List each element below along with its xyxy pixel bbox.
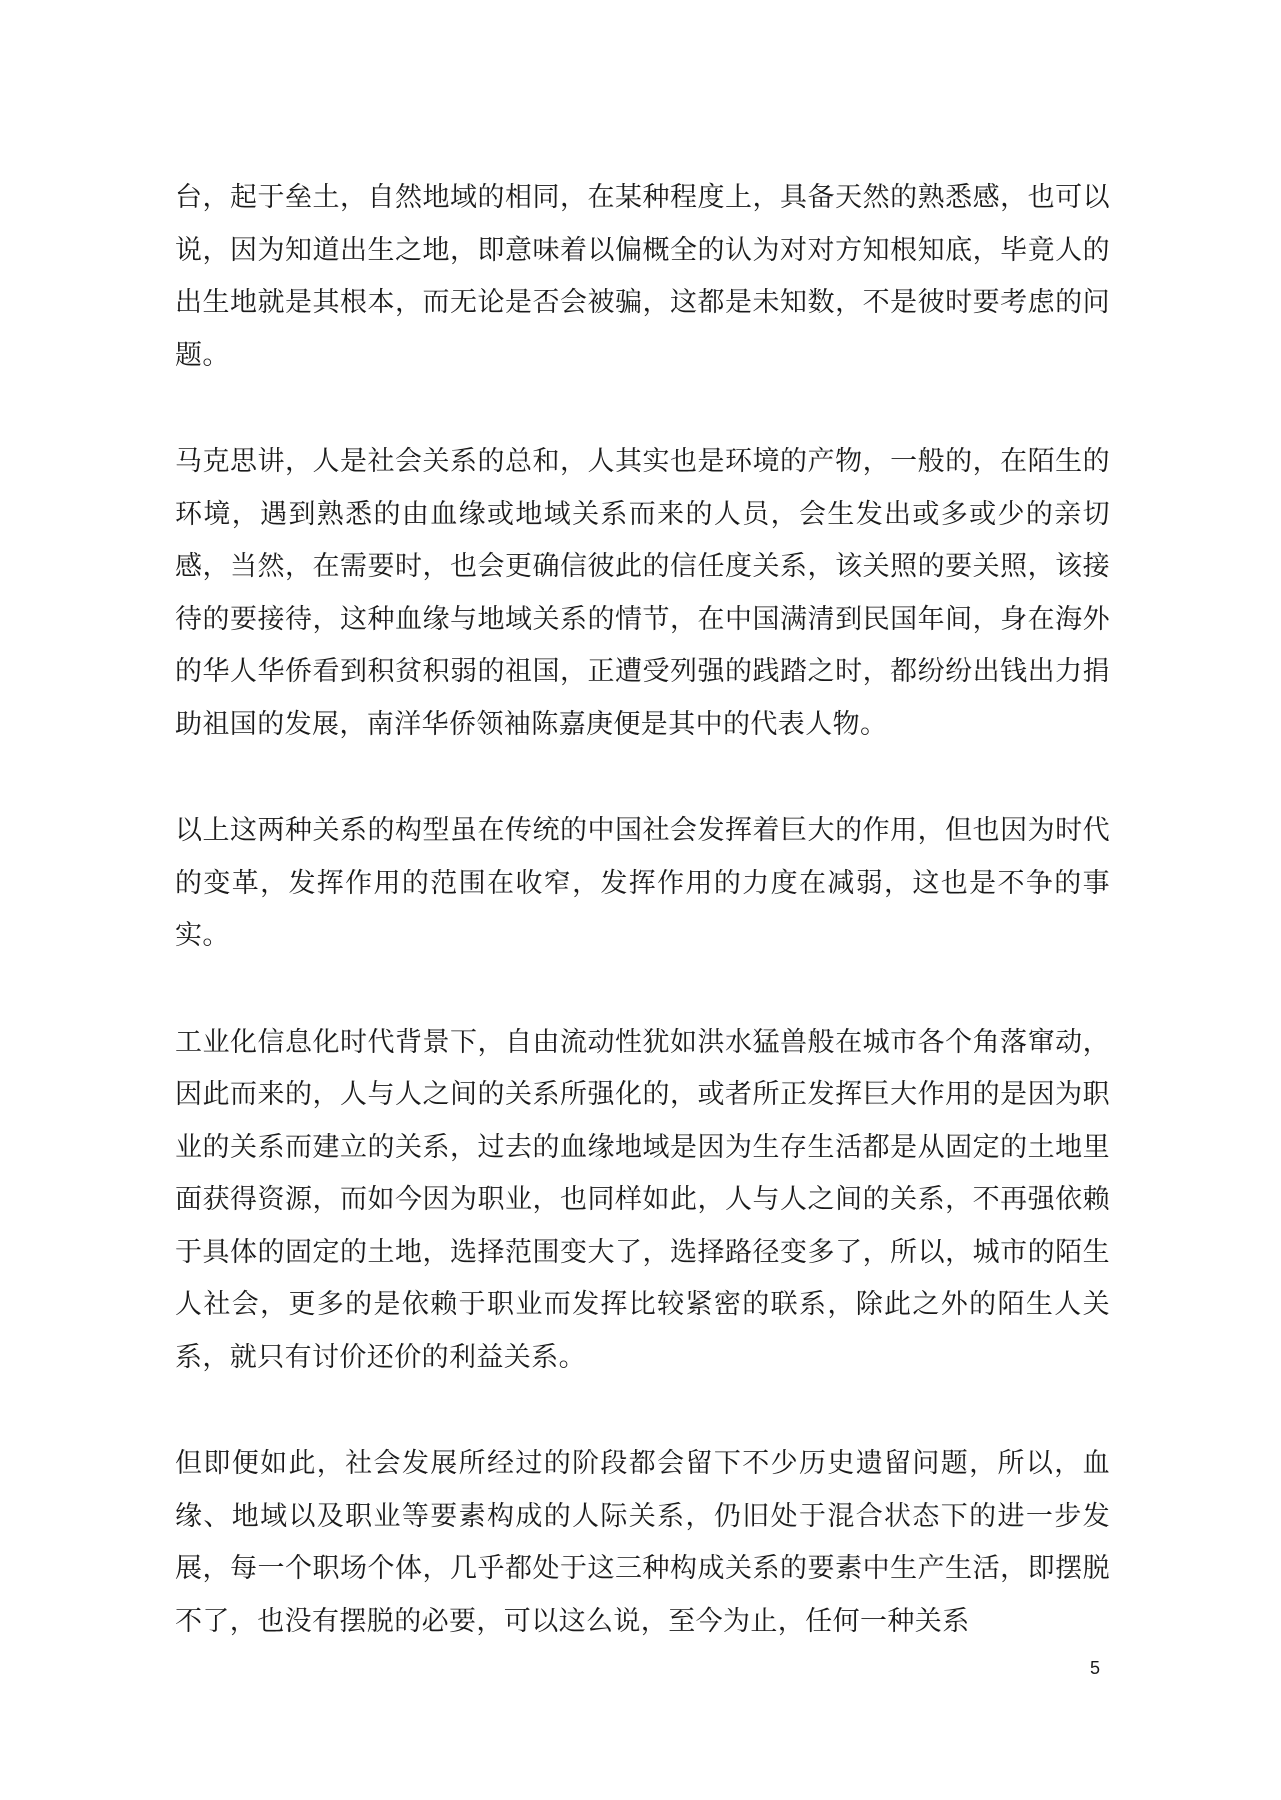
paragraph-2: 马克思讲，人是社会关系的总和，人其实也是环境的产物，一般的，在陌生的环境，遇到熟悉的由血缘或地域关系而来的人员，会生发出或多或少的亲切感，当然，在需要时，也会更确信彼此的信任度关系，该关照的要关照，该接待的要接待，这种血缘与地域关系的情节，在中国满清到民国年间，身在海外的华人华侨看到积贫积弱的祖国，正遭受列强的践踏之时，都纷纷出钱出力捐助祖国的发展，南洋华侨领袖陈嘉庚便是其中的代表人物。 — [175, 446, 1110, 740]
paragraph-3: 以上这两种关系的构型虽在传统的中国社会发挥着巨大的作用，但也因为时代的变革，发挥作用的范围在收窄，发挥作用的力度在减弱，这也是不争的事实。 — [175, 815, 1110, 951]
paragraph-5: 但即便如此，社会发展所经过的阶段都会留下不少历史遗留问题，所以，血缘、地域以及职业等要素构成的人际关系，仍旧处于混合状态下的进一步发展，每一个职场个体，几乎都处于这三种构成关系的要素中生产生活，即摆脱不了，也没有摆脱的必要，可以这么说，至今为止，任何一种关系 — [175, 1448, 1110, 1637]
paragraph-1: 台，起于垒土，自然地域的相同，在某种程度上，具备天然的熟悉感，也可以说，因为知道出生之地，即意味着以偏概全的认为对对方知根知底，毕竟人的出生地就是其根本，而无论是否会被骗，这都是未知数，不是彼时要考虑的问题。 — [175, 182, 1110, 371]
page-number: 5 — [1090, 1658, 1101, 1678]
paragraph-4: 工业化信息化时代背景下，自由流动性犹如洪水猛兽般在城市各个角落窜动，因此而来的，人与人之间的关系所强化的，或者所正发挥巨大作用的是因为职业的关系而建立的关系，过去的血缘地域是因为生存生活都是从固定的土地里面获得资源，而如今因为职业，也同样如此，人与人之间的关系，不再强依赖于具体的固定的土地，选择范围变大了，选择路径变多了，所以，城市的陌生人社会，更多的是依赖于职业而发挥比较紧密的联系，除此之外的陌生人关系，就只有讨价还价的利益关系。 — [175, 1026, 1110, 1373]
body-text — [175, 172, 1110, 1702]
